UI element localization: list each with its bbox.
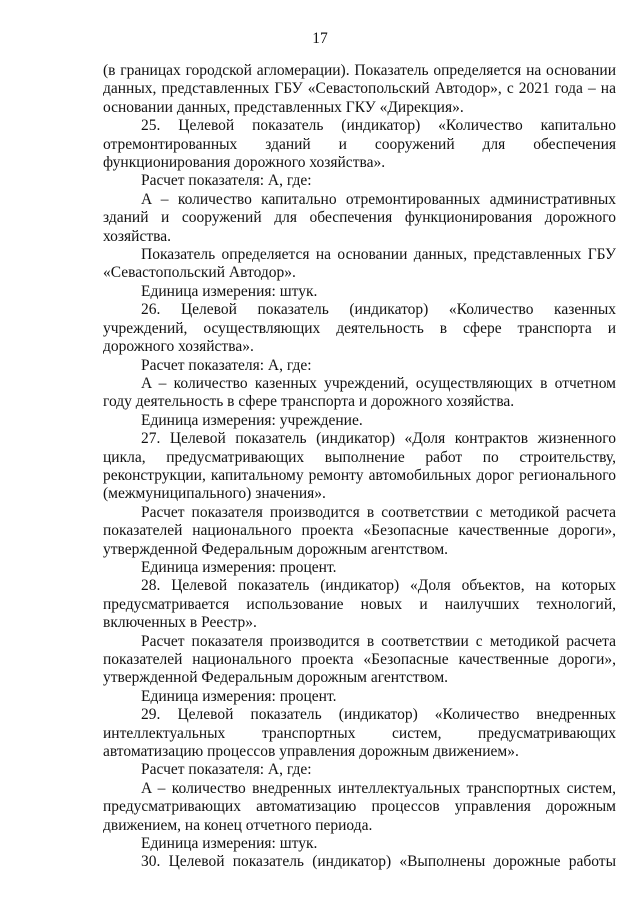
paragraph: 30. Целевой показатель (индикатор) «Выполнены дорожные работы <box>141 853 616 871</box>
paragraph: Единица измерения: штук. <box>141 282 318 300</box>
paragraph: 27. Целевой показатель (индикатор) «Доля контрактов жизненного цикла, предусматривающих выполнение работ по строительству, реконструкции, капитальному ремонту автомобильных дорог регионального (межмуниципального) значения». <box>103 430 616 503</box>
paragraph: Расчет показателя производится в соответствии с методикой расчета показателей национального проекта «Безопасные качественные дороги», утвержденной Федеральным дорожным агентством. <box>103 632 616 687</box>
paragraph: Единица измерения: учреждение. <box>141 411 363 429</box>
paragraph: Расчет показателя: A, где: <box>141 761 312 779</box>
paragraph: Единица измерения: процент. <box>141 687 337 705</box>
paragraph: 25. Целевой показатель (индикатор) «Количество капитально отремонтированных зданий и сооружений для обеспечения функционирования дорожного хозяйства». <box>103 117 616 172</box>
paragraph: A – количество внедренных интеллектуальных транспортных систем, предусматривающих автоматизацию процессов управления дорожным движением, на конец отчетного периода. <box>103 779 616 834</box>
paragraph: Расчет показателя: A, где: <box>141 356 312 374</box>
paragraph: A – количество капитально отремонтированных административных зданий и сооружений для обеспечения функционирования дорожного хозяйства. <box>103 190 616 245</box>
paragraph: 26. Целевой показатель (индикатор) «Количество казенных учреждений, осуществляющих деятельность в сфере транспорта и дорожного хозяйства». <box>103 301 616 356</box>
paragraph: Расчет показателя: A, где: <box>141 172 312 190</box>
paragraph: Единица измерения: процент. <box>141 558 337 576</box>
page-number: 17 <box>312 30 328 47</box>
paragraph: Показатель определяется на основании данных, представленных ГБУ «Севастопольский Автодор». <box>103 246 616 282</box>
paragraph: (в границах городской агломерации). Показатель определяется на основании данных, представленных ГБУ «Севастопольский Автодор», с 2021 года – на основании данных, представленных ГКУ «Дирекция». <box>103 62 616 116</box>
paragraph: Расчет показателя производится в соответствии с методикой расчета показателей национального проекта «Безопасные качественные дороги», утвержденной Федеральным дорожным агентством. <box>103 503 616 558</box>
paragraph: A – количество казенных учреждений, осуществляющих в отчетном году деятельность в сфере транспорта и дорожного хозяйства. <box>103 374 616 411</box>
document-body <box>103 62 616 872</box>
paragraph: 28. Целевой показатель (индикатор) «Доля объектов, на которых предусматривается использование новых и наилучших технологий, включенных в Реестр». <box>103 577 616 632</box>
paragraph: 29. Целевой показатель (индикатор) «Количество внедренных интеллектуальных транспортных систем, предусматривающих автоматизацию процессов управления дорожным движением». <box>103 706 616 761</box>
paragraph: Единица измерения: штук. <box>141 835 318 853</box>
